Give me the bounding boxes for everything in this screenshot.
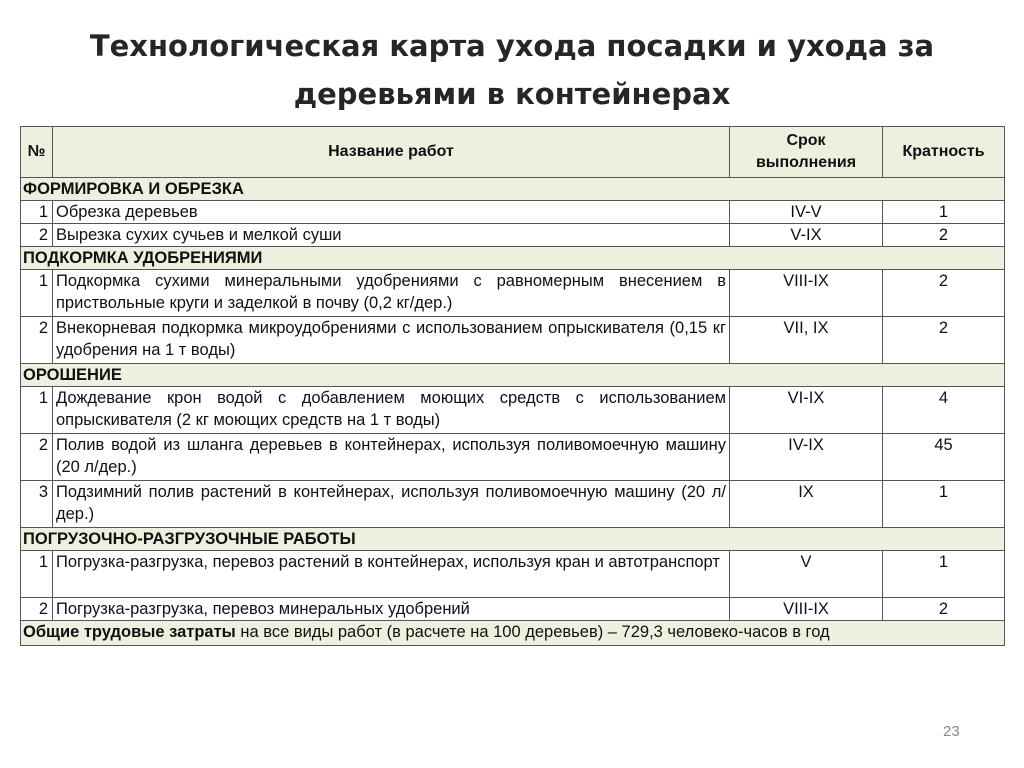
row-term: IV-IX [730,434,883,481]
row-term: VIII-IX [730,598,883,621]
row-work: Погрузка-разгрузка, перевоз растений в контейнерах, используя кран и автотранспорт [53,551,730,598]
row-num: 2 [21,224,53,247]
header-term-line-2: выполнения [755,154,857,171]
section-row [21,178,1005,201]
table-row [21,201,1005,224]
row-freq: 2 [883,317,1005,364]
row-num: 1 [21,387,53,434]
header-work: Название работ [53,127,730,178]
row-term: IV-V [730,201,883,224]
row-freq: 4 [883,387,1005,434]
row-work: Подзимний полив растений в контейнерах, используя поливомоечную машину (20 л/дер.) [53,481,730,528]
section-title: ФОРМИРОВКА И ОБРЕЗКА [21,178,1005,201]
row-freq: 2 [883,224,1005,247]
row-work: Погрузка-разгрузка, перевоз минеральных удобрений [53,598,730,621]
row-freq: 1 [883,481,1005,528]
row-term: V-IX [730,224,883,247]
row-num: 1 [21,270,53,317]
table-row [21,224,1005,247]
section-row [21,528,1005,551]
row-work: Полив водой из шланга деревьев в контейнерах, используя поливомоечную машину (20 л/дер.) [53,434,730,481]
row-num: 1 [21,201,53,224]
section-title: ОРОШЕНИЕ [21,364,1005,387]
row-freq: 2 [883,270,1005,317]
header-term [730,127,883,178]
table-header-row [21,127,1005,178]
row-freq: 1 [883,201,1005,224]
slide-title-line-2: деревьями в контейнерах [293,77,731,111]
table-row [21,481,1005,528]
row-freq: 1 [883,551,1005,598]
row-term: IX [730,481,883,528]
row-num: 2 [21,317,53,364]
row-work: Обрезка деревьев [53,201,730,224]
table-row [21,598,1005,621]
table-row [21,317,1005,364]
row-freq: 45 [883,434,1005,481]
tech-card-table [20,126,1005,646]
header-num: № [21,127,53,178]
header-term-line-1: Срок [786,132,826,149]
header-freq: Кратность [883,127,1005,178]
table-row [21,551,1005,598]
table-row [21,270,1005,317]
row-term: VII, IX [730,317,883,364]
row-term: VIII-IX [730,270,883,317]
row-num: 2 [21,598,53,621]
row-work: Внекорневая подкормка микроудобрениями с использованием опрыскивателя (0,15 кг удобрения на 1 т воды) [53,317,730,364]
row-work: Вырезка сухих сучьев и мелкой суши [53,224,730,247]
total-text: на все виды работ (в расчете на 100 деревьев) – 729,3 человеко-часов в год [235,623,830,641]
row-num: 2 [21,434,53,481]
total-cell [21,621,1005,646]
table-row [21,434,1005,481]
slide-title-line-1: Технологическая карта ухода посадки и ухода за [89,29,935,63]
row-num: 3 [21,481,53,528]
section-title: ПОДКОРМКА УДОБРЕНИЯМИ [21,247,1005,270]
row-work: Подкормка сухими минеральными удобрениями с равномерным внесением в приствольные круги и заделкой в почву (0,2 кг/дер.) [53,270,730,317]
page-number: 23 [943,723,960,740]
total-row [21,621,1005,646]
row-freq: 2 [883,598,1005,621]
slide-title [0,22,1024,118]
table-row [21,387,1005,434]
section-title: ПОГРУЗОЧНО-РАЗГРУЗОЧНЫЕ РАБОТЫ [21,528,1005,551]
section-row [21,364,1005,387]
total-label: Общие трудовые затраты [23,623,236,641]
section-row [21,247,1005,270]
row-num: 1 [21,551,53,598]
row-term: VI-IX [730,387,883,434]
row-work: Дождевание крон водой с добавлением моющих средств с использованием опрыскивателя (2 кг моющих средств на 1 т воды) [53,387,730,434]
row-term: V [730,551,883,598]
